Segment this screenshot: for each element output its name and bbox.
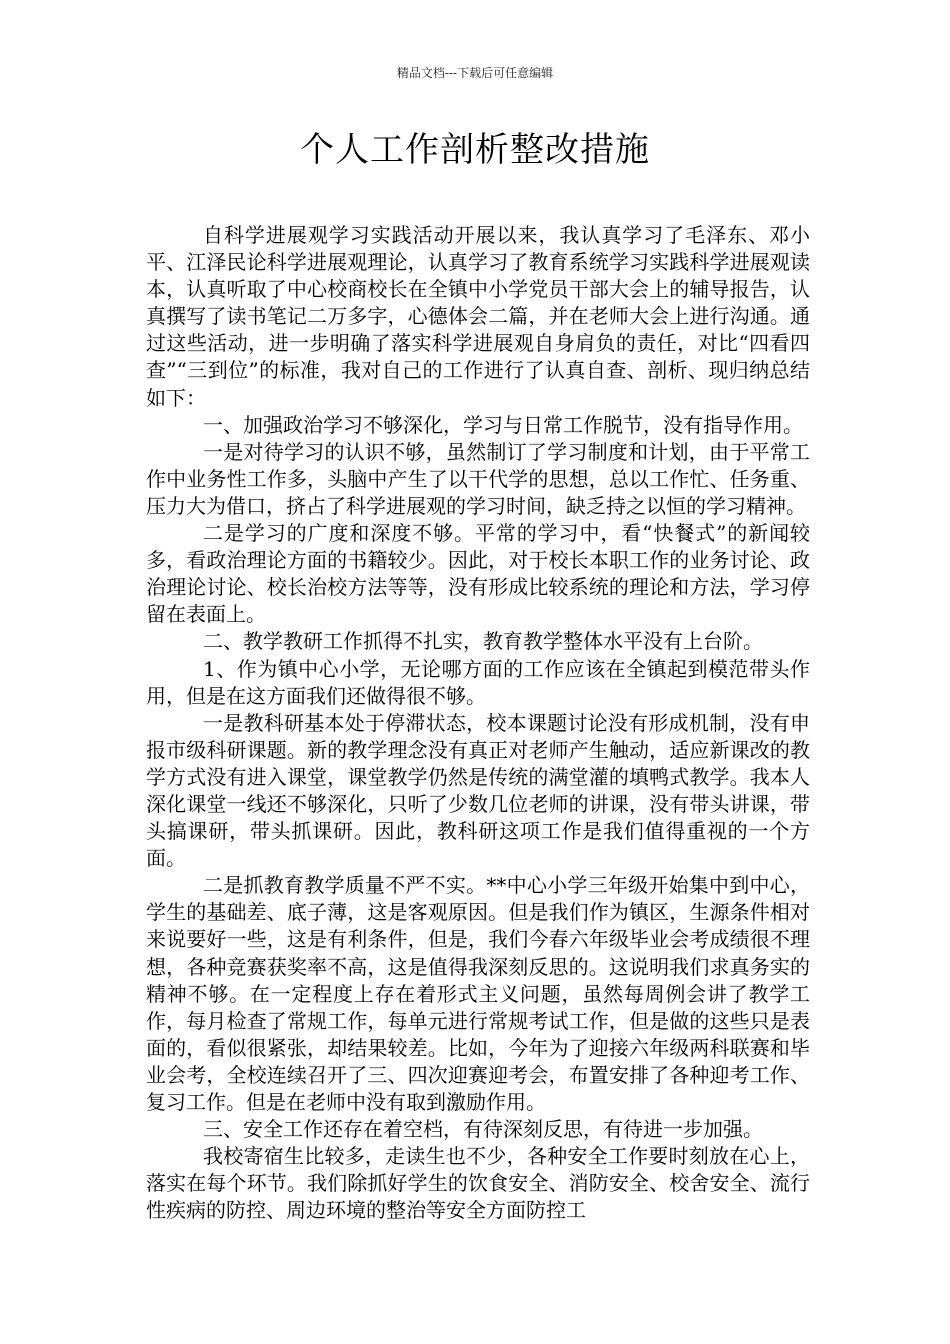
- section-heading-1: 一、加强政治学习不够深化，学习与日常工作脱节，没有指导作用。: [203, 412, 803, 437]
- paragraph-2-1: 一是教科研基本处于停滞状态，校本课题讨论没有形成机制，没有申报市级科研课题。新的教学理念没有真正对老师产生触动，适应新课改的教学方式没有进入课堂，课堂教学仍然是传统的满堂灌的填鸭式教学。我本人深化课堂一线还不够深化，只听了少数几位老师的讲课，没有带头讲课，带头搞课研，带头抓课研。因此，教科研这项工作是我们值得重视的一个方面。: [146, 710, 810, 871]
- section-heading-3: 三、安全工作还存在着空档，有待深刻反思，有待进一步加强。: [203, 1117, 763, 1142]
- paragraph-intro: 自科学进展观学习实践活动开展以来，我认真学习了毛泽东、邓小平、江泽民论科学进展观理论，认真学习了教育系统学习实践科学进展观读本，认真听取了中心校商校长在全镇中小学党员干部大会上的辅导报告，认真撰写了读书笔记二万多字，心德体会二篇，并在老师大会上进行沟通。通过这些活动，进一步明确了落实科学进展观自身肩负的责任，对比“四看四查”“三到位”的标准，我对自己的工作进行了认真自查、剖析、现归纳总结如下：: [146, 223, 810, 410]
- paragraph-2-intro: 1、作为镇中心小学，无论哪方面的工作应该在全镇起到模范带头作用，但是在这方面我们还做得很不够。: [146, 656, 810, 708]
- document-body: [146, 222, 810, 1224]
- document-title: 个人工作剖析整改措施: [300, 130, 650, 170]
- section-heading-2: 二、教学教研工作抓得不扎实，教育教学整体水平没有上台阶。: [203, 629, 763, 654]
- paragraph-1-1: 一是对待学习的认识不够，虽然制订了学习制度和计划，由于平常工作中业务性工作多，头脑中产生了以干代学的思想，总以工作忙、任务重、压力大为借口，挤占了科学进展观的学习时间，缺乏持之以恒的学习精神。: [146, 439, 810, 518]
- paragraph-3-1: 我校寄宿生比较多，走读生也不少，各种安全工作要时刻放在心上，落实在每个环节。我们除抓好学生的饮食安全、消防安全、校舍安全、流行性疾病的防控、周边环境的整治等安全方面防控工: [146, 1144, 810, 1223]
- page-header: 精品文档---下载后可任意编辑: [396, 66, 554, 80]
- paragraph-2-2: 二是抓教育教学质量不严不实。**中心小学三年级开始集中到中心，学生的基础差、底子薄，这是客观原因。但是我们作为镇区，生源条件相对来说要好一些，这是有利条件，但是，我们今春六年级毕业会考成绩很不理想，各种竞赛获奖率不高，这是值得我深刻反思的。这说明我们求真务实的精神不够。在一定程度上存在着形式主义问题，虽然每周例会讲了教学工作，每月检查了常规工作，每单元进行常规考试工作，但是做的这些只是表面的，看似很紧张，却结果较差。比如，今年为了迎接六年级两科联赛和毕业会考，全校连续召开了三、四次迎赛迎考会，布置安排了各种迎考工作、复习工作。但是在老师中没有取到激励作用。: [146, 873, 810, 1114]
- paragraph-1-2: 二是学习的广度和深度不够。平常的学习中，看“快餐式”的新闻较多，看政治理论方面的书籍较少。因此，对于校长本职工作的业务讨论、政治理论讨论、校长治校方法等等，没有形成比较系统的理论和方法，学习停留在表面上。: [146, 521, 810, 627]
